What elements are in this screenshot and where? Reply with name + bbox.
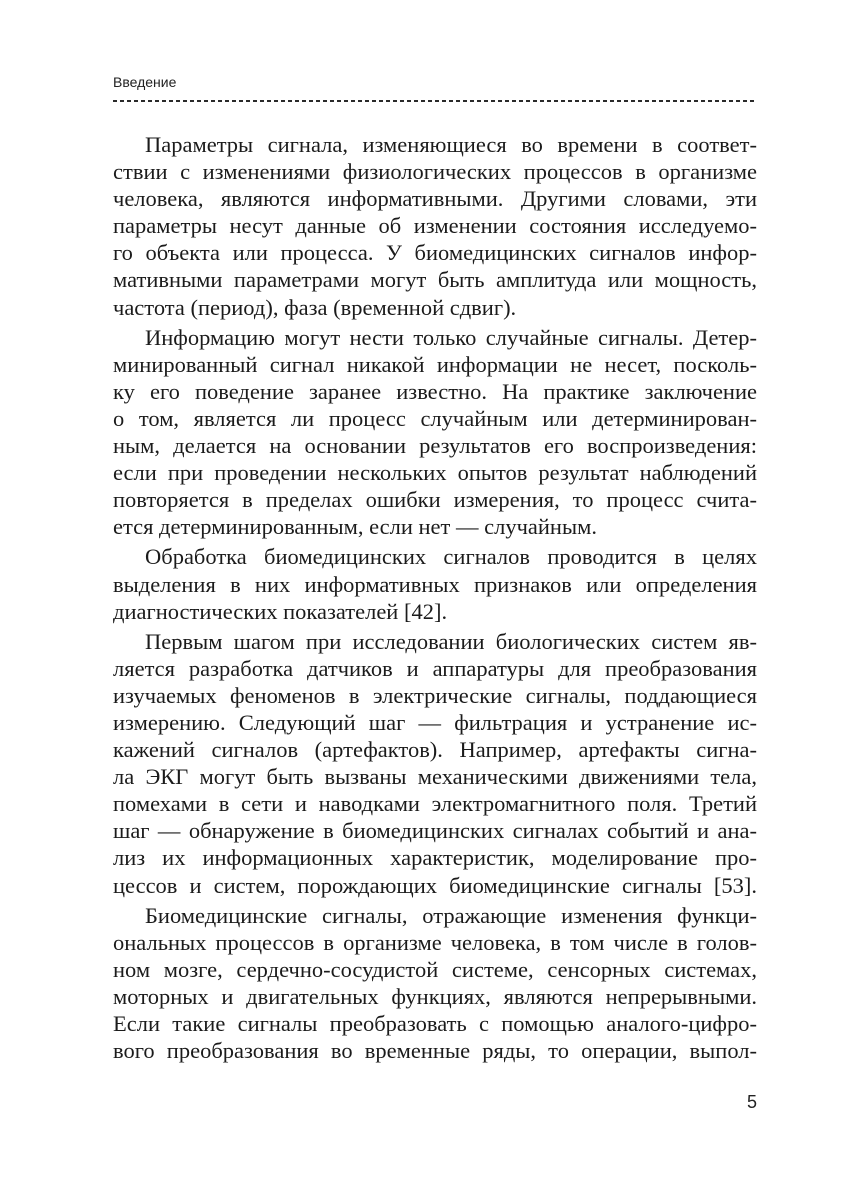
text-line: диагностических показателей [42]. (113, 598, 448, 624)
header-dotted-rule (113, 100, 757, 102)
text-line: вого преобразования во временные ряды, то операции, выпол- (113, 1038, 757, 1064)
text-line: лиз их информационных характеристик, моделирование про- (113, 845, 757, 871)
text-line: частота (период), фаза (временной сдвиг). (113, 294, 517, 320)
text-line: ном мозге, сердечно-сосудистой системе, сенсорных системах, (113, 956, 757, 982)
text-line: ональных процессов в организме человека, в том числе в голов- (113, 929, 757, 955)
text-line: ствии с изменениями физиологических процессов в организме (113, 159, 757, 185)
text-line: ным, делается на основании результатов его воспроизведения: (113, 433, 757, 459)
paragraph (113, 324, 757, 541)
running-header: Введение (113, 74, 177, 90)
text-line: Обработка биомедицинских сигналов проводится в целях (145, 544, 757, 570)
paragraph (113, 628, 757, 899)
text-line: ку его поведение заранее известно. На практике заключение (113, 378, 757, 404)
text-line: мативными параметрами могут быть амплитуда или мощность, (113, 267, 757, 293)
text-line: о том, является ли процесс случайным или детерминирован- (113, 405, 757, 431)
text-line: параметры несут данные об изменении состояния исследуемо- (113, 213, 757, 239)
text-line: повторяется в пределах ошибки измерения, то процесс счита- (113, 487, 757, 513)
text-line: помехами в сети и наводками электромагнитного поля. Третий (113, 791, 757, 817)
text-line: го объекта или процесса. У биомедицинских сигналов инфор- (113, 240, 757, 266)
text-line: шаг — обнаружение в биомедицинских сигналах событий и ана- (113, 818, 757, 844)
text-line: ла ЭКГ могут быть вызваны механическими движениями тела, (113, 764, 757, 790)
text-line: измерению. Следующий шаг — фильтрация и устранение ис- (113, 709, 757, 735)
text-line: ляется разработка датчиков и аппаратуры для преобразования (113, 655, 757, 681)
text-line: моторных и двигательных функциях, являются непрерывными. (113, 983, 757, 1009)
text-line: если при проведении нескольких опытов результат наблюдений (113, 460, 757, 486)
text-line: Информацию могут нести только случайные сигналы. Детер- (145, 324, 757, 350)
text-line: ется детерминированным, если нет — случайным. (113, 514, 597, 540)
text-line: Первым шагом при исследовании биологических систем яв- (145, 628, 757, 654)
paragraph (113, 902, 757, 1065)
paragraph (113, 131, 757, 321)
text-line: выделения в них информативных признаков или определения (113, 571, 757, 597)
body-text (113, 131, 757, 1064)
text-line: человека, являются информативными. Другими словами, эти (113, 186, 757, 212)
text-line: цессов и систем, порождающих биомедицинские сигналы [53]. (113, 872, 757, 898)
paragraph (113, 543, 757, 624)
text-line: Параметры сигнала, изменяющиеся во времени в соответ- (145, 132, 757, 157)
text-line: минированный сигнал никакой информации не несет, посколь- (113, 351, 757, 377)
text-line: Биомедицинские сигналы, отражающие изменения функци- (145, 902, 757, 928)
text-line: кажений сигналов (артефактов). Например, артефакты сигна- (113, 737, 757, 763)
text-line: изучаемых феноменов в электрические сигналы, поддающиеся (113, 682, 757, 708)
text-line: Если такие сигналы преобразовать с помощью аналого-цифро- (113, 1011, 757, 1036)
page-number: 5 (746, 1092, 757, 1112)
